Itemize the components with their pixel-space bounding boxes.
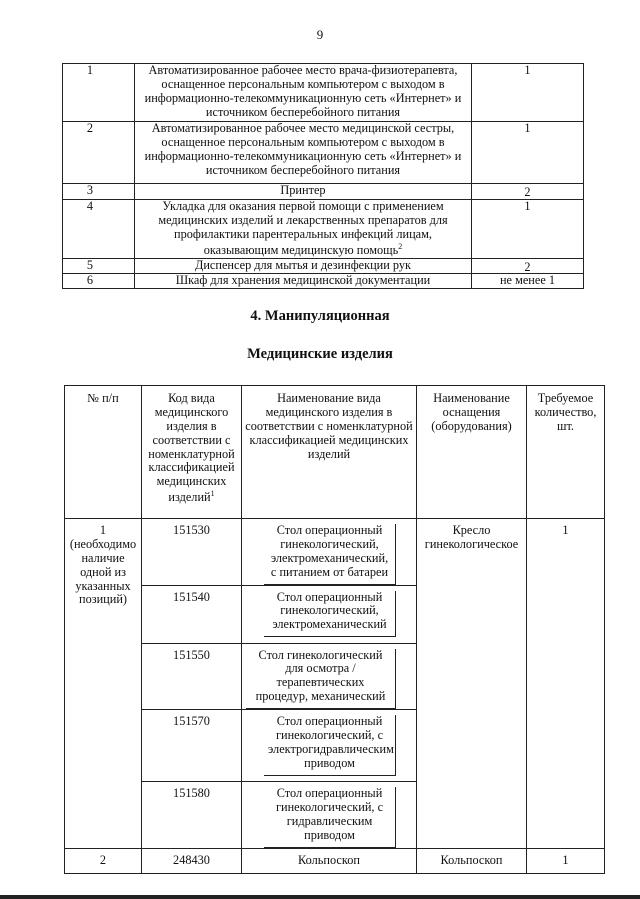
item-quantity: 2 [472, 184, 584, 200]
row-number: 2 [65, 848, 142, 873]
row-number: 2 [63, 122, 135, 184]
row-number: 1 [63, 64, 135, 122]
item-name: Принтер [135, 184, 472, 200]
page-number: 9 [316, 27, 324, 42]
item-name: Шкаф для хранения медицинской документации [135, 274, 472, 289]
item-quantity: 1 [472, 64, 584, 122]
equipment-table [62, 63, 584, 289]
header-equipment: Наименование оснащения (оборудования) [417, 386, 527, 519]
table-row [65, 848, 605, 873]
device-name: Стол операционный гинекологический, электромеханический [264, 591, 396, 638]
table-row [63, 122, 584, 184]
device-name: Стол гинекологический для осмотра /терапевтических процедур, механический [246, 649, 396, 710]
required-quantity: 1 [527, 519, 605, 849]
scan-border-line [0, 895, 640, 899]
device-code: 151550 [142, 643, 242, 710]
item-quantity: не менее 1 [472, 274, 584, 289]
table-row [63, 258, 584, 274]
header-code [142, 386, 242, 519]
device-code: 151530 [142, 519, 242, 586]
required-quantity: 1 [527, 848, 605, 873]
device-code: 248430 [142, 848, 242, 873]
device-name: Стол операционный гинекологический, с гидравлическим приводом [264, 787, 396, 848]
device-code: 151580 [142, 782, 242, 849]
header-name: Наименование вида медицинского изделия в соответствии с номенклатурной классификацией медицинских изделий [242, 386, 417, 519]
device-name: Стол операционный гинекологический, электромеханический, с питанием от батареи [264, 524, 396, 585]
table-row [63, 64, 584, 122]
subsection-title: Медицинские изделия [247, 346, 393, 362]
medical-devices-table [64, 385, 605, 874]
row-number: 3 [63, 184, 135, 200]
item-name: Укладка для оказания первой помощи с применением медицинских изделий и лекарственных препаратов для профилактики парентеральных инфекций лицам, оказывающим медицинскую помощь [158, 198, 448, 257]
section-title: 4. Манипуляционная [250, 308, 390, 324]
table-row [63, 274, 584, 289]
device-name-cell [242, 585, 417, 643]
equipment-name: Кольпоскоп [417, 848, 527, 873]
item-name: Диспенсер для мытья и дезинфекции рук [135, 258, 472, 274]
device-code: 151540 [142, 585, 242, 643]
row-number: 5 [63, 258, 135, 274]
equipment-name: Кресло гинекологическое [417, 519, 527, 849]
device-name: Стол операционный гинекологический, с электрогидравлическим приводом [264, 715, 396, 776]
device-name-cell [242, 710, 417, 782]
item-quantity: 1 [472, 122, 584, 184]
device-name-cell [242, 519, 417, 586]
item-quantity: 2 [472, 258, 584, 274]
item-quantity: 1 [472, 199, 584, 258]
group-number: 1 (необходимо наличие одной из указанных позиций) [65, 519, 142, 849]
item-name-with-footnote [135, 199, 472, 258]
item-name: Автоматизированное рабочее место врача-физиотерапевта, оснащенное персональным компьютером с выходом в информационно-телекоммуникационную сеть «Интернет» и источником бесперебойного питания [135, 64, 472, 122]
row-number: 6 [63, 274, 135, 289]
device-name-cell [242, 643, 417, 710]
row-number: 4 [63, 199, 135, 258]
table-header-row [65, 386, 605, 519]
header-quantity: Требуемое количество, шт. [527, 386, 605, 519]
device-code: 151570 [142, 710, 242, 782]
device-name: Кольпоскоп [242, 848, 417, 873]
item-name: Автоматизированное рабочее место медицинской сестры, оснащенное персональным компьютером с выходом в информационно-телекоммуникационную сеть «Интернет» и источником бесперебойного питания [135, 122, 472, 184]
device-name-cell [242, 782, 417, 849]
footnote-ref: 2 [398, 241, 403, 251]
table-row [63, 199, 584, 258]
header-num: № п/п [65, 386, 142, 519]
table-row [65, 519, 605, 586]
footnote-ref: 1 [210, 489, 215, 499]
table-row [63, 184, 584, 200]
header-code-text: Код вида медицинского изделия в соответствии с номенклатурной классификацией медицинских изделий [148, 391, 235, 505]
